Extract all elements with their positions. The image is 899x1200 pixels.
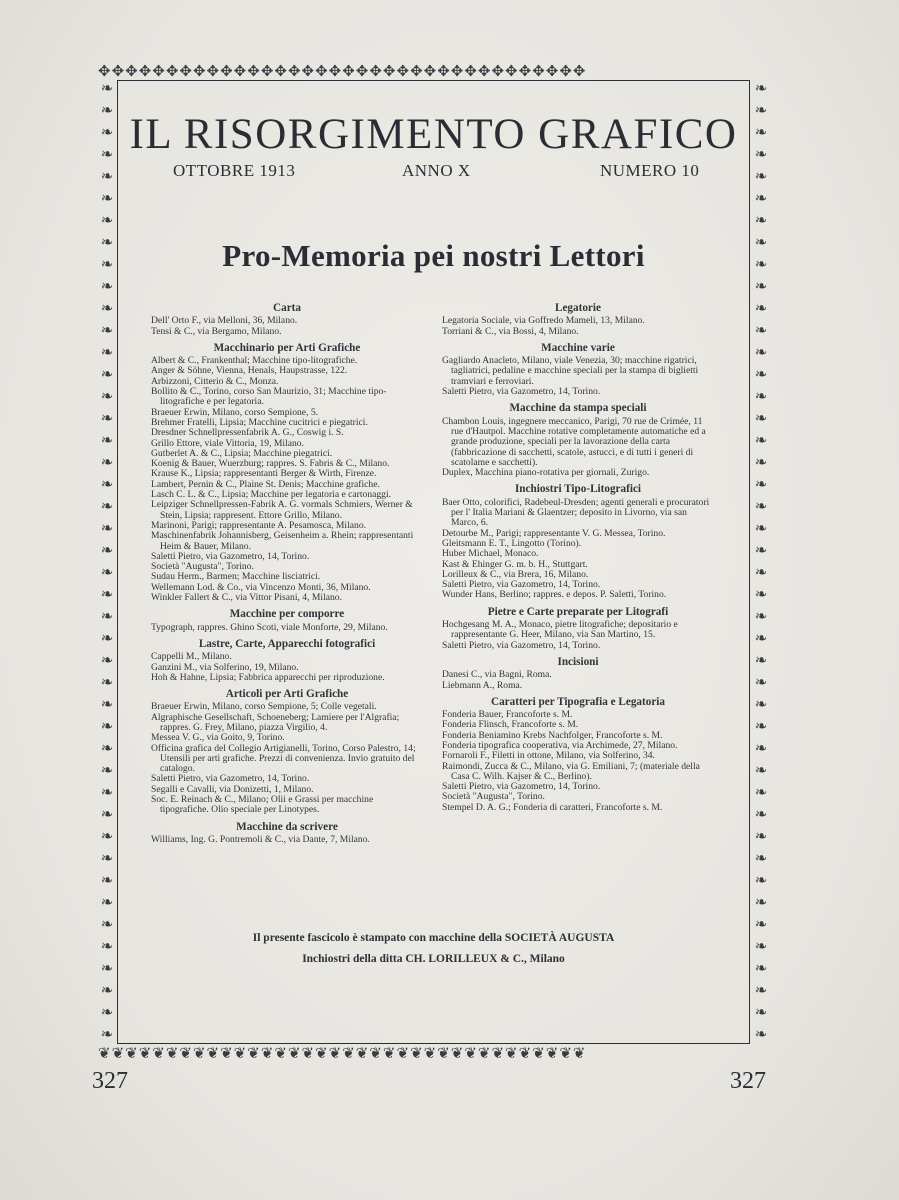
ornamental-border-left: ❧ ❧ ❧ ❧ ❧ ❧ ❧ ❧ ❧ ❧ ❧ ❧ ❧ ❧ ❧ ❧ ❧ ❧ ❧ ❧ ❧ ❧ ❧ ❧ ❧ ❧ ❧ ❧ ❧ ❧ ❧ ❧ ❧ ❧ ❧ ❧ ❧ ❧ ❧ ❧ ❧ ❧ ❧ ❧	[100, 81, 114, 1043]
section-title: Macchine da scrivere	[236, 820, 338, 833]
directory-entry: Sudau Herm., Barmen; Macchine lisciatrici.	[151, 571, 321, 583]
directory-entry: Braeuer Erwin, Milano, corso Sempione, 5.	[151, 406, 319, 418]
directory-entry: Saletti Pietro, via Gazometro, 14, Torino.	[151, 773, 310, 785]
directory-entry: Torriani & C., via Bossi, 4, Milano.	[442, 325, 579, 337]
directory-entry: Raimondi, Zucca & C., Milano, via G. Emiliani, 7; (materiale della Casa C. Wilh. Kajser & C., Berlino).	[442, 760, 700, 782]
directory-entry: Saletti Pietro, via Gazometro, 14, Torino.	[442, 579, 601, 591]
section-title: Legatorie	[555, 302, 601, 314]
section-title: Incisioni	[557, 655, 599, 668]
left-column	[151, 303, 423, 845]
directory-entry: Braeuer Erwin, Milano, corso Sempione, 5; Colle vegetali.	[151, 701, 377, 713]
directory-entry: Lorilleux & C., via Brera, 16, Milano.	[442, 568, 589, 580]
directory-entry: Segalli e Cavalli, via Donizetti, 1, Milano.	[151, 783, 314, 795]
issue-date: OTTOBRE 1913	[173, 161, 296, 180]
directory-entry: Marinoni, Parigi; rappresentante A. Pesamosca, Milano.	[151, 519, 367, 531]
section-title: Macchine varie	[541, 341, 615, 354]
directory-entry: Lasch C. L. & C., Lipsia; Macchine per legatoria e cartonaggi.	[151, 489, 392, 501]
section-title: Macchine per comporre	[229, 608, 345, 621]
directory-entry: Saletti Pietro, via Gazometro, 14, Torino.	[442, 781, 601, 793]
directory-entry: Wellemann Lod. & Co., via Vincenzo Monti, 36, Milano.	[151, 581, 371, 593]
directory-entry: Saletti Pietro, via Gazometro, 14, Torino.	[151, 550, 310, 562]
directory-entry: Dresdner Schnellpressenfabrik A. G., Coswig i. S.	[151, 427, 344, 439]
directory-entry: Società "Augusta", Torino.	[442, 791, 545, 803]
magazine-title: IL RISORGIMENTO GRAFICO	[129, 111, 738, 158]
directory-entry: Gagliardo Anacleto, Milano, viale Venezia, 30; macchine rigatrici, tagliatrici, pedaline e macchine speciali per la stampa di biglietti tramviari e ferroviari.	[442, 355, 699, 387]
footer-line-1: Il presente fascicolo è stampato con macchine della SOCIETÀ AUGUSTA	[252, 932, 615, 944]
directory-entry: Stempel D. A. G.; Fonderia di caratteri, Francoforte s. M.	[442, 801, 663, 813]
ornamental-border-top: ✥✥✥✥✥✥✥✥✥✥✥✥✥✥✥✥✥✥✥✥✥✥✥✥✥✥✥✥✥✥✥✥✥✥✥✥	[98, 64, 587, 80]
directory-entry: Winkler Fallert & C., via Vittor Pisani, 4, Milano.	[151, 592, 342, 604]
page-number-left: 327	[92, 1068, 128, 1094]
directory-entry: Ganzini M., via Solferino, 19, Milano.	[151, 661, 299, 673]
section-title: Articoli per Arti Grafiche	[225, 688, 349, 701]
directory-entry: Fornaroli F., Filetti in ottone, Milano, via Solferino, 34.	[442, 750, 655, 762]
directory-entry: Wunder Hans, Berlino; rappres. e depos. P. Saletti, Torino.	[442, 589, 667, 601]
section-title: Inchiostri Tipo-Litografici	[514, 483, 642, 496]
directory-entry: Albert & C., Frankenthal; Macchine tipo-litografiche.	[151, 355, 358, 367]
directory-entry: Società "Augusta", Torino.	[151, 561, 254, 573]
section-title: Lastre, Carte, Apparecchi fotografici	[198, 637, 376, 650]
directory-entry: Hochgesang M. A., Monaco, pietre litografiche; depositario e rappresentante G. Heer, Milano, via San Martino, 15.	[442, 619, 678, 641]
directory-entry: Algraphische Gesellschaft, Schoeneberg; Lamiere per l'Algrafia; rappres. G. Frey, Milano, piazza Virgilio, 4.	[151, 711, 400, 733]
footer-line-2: Inchiostri della ditta CH. LORILLEUX & C., Milano	[302, 953, 565, 965]
directory-entry: Liebmann A., Roma.	[442, 679, 523, 691]
directory-entry: Leipziger Schnellpressen-Fabrik A. G. vormals Schmiers, Werner & Stein, Lipsia; rappresent. Ettore Grillo, Milano.	[151, 499, 413, 521]
directory-entry: Fonderia tipografica cooperativa, via Archimede, 27, Milano.	[442, 739, 678, 751]
page-number-right: 327	[730, 1068, 766, 1094]
directory-entry: Lambert, Pernin & C., Plaine St. Denis; Macchine grafiche.	[151, 478, 380, 490]
section-title: Macchine da stampa speciali	[509, 402, 647, 415]
ornamental-border-right: ❧ ❧ ❧ ❧ ❧ ❧ ❧ ❧ ❧ ❧ ❧ ❧ ❧ ❧ ❧ ❧ ❧ ❧ ❧ ❧ ❧ ❧ ❧ ❧ ❧ ❧ ❧ ❧ ❧ ❧ ❧ ❧ ❧ ❧ ❧ ❧ ❧ ❧ ❧ ❧ ❧ ❧ ❧ ❧	[754, 81, 768, 1043]
section-title: Caratteri per Tipografia e Legatoria	[491, 695, 665, 708]
directory-entry: Legatoria Sociale, via Goffredo Mameli, 13, Milano.	[442, 315, 645, 327]
directory-entry: Fonderia Beniamino Krebs Nachfolger, Francoforte s. M.	[442, 729, 663, 741]
directory-entry: Dell' Orto F., via Melloni, 36, Milano.	[151, 315, 298, 327]
directory-entry: Hoh & Hahne, Lipsia; Fabbrica apparecchi per riproduzione.	[151, 671, 385, 683]
directory-entry: Arbizzoni, Citterio & C., Monza.	[151, 375, 279, 387]
directory-entry: Gleitsmann E. T., Lingotto (Torino).	[442, 537, 582, 549]
directory-entry: Cappelli M., Milano.	[151, 651, 232, 663]
directory-entry: Brehmer Fratelli, Lipsia; Macchine cucitrici e piegatrici.	[151, 416, 368, 428]
directory-entry: Gutberlet A. & C., Lipsia; Macchine piegatrici.	[151, 447, 333, 459]
section-title: Macchinario per Arti Grafiche	[213, 341, 361, 354]
directory-entry: Officina grafica del Collegio Artigianelli, Torino, Corso Palestro, 14; Utensili per arti grafiche. Prezzi di convenienza. Invio gratuito del catalogo.	[151, 742, 416, 775]
directory-entry: Typograph, rappres. Ghino Scoti, viale Monforte, 29, Milano.	[151, 621, 388, 633]
right-column	[442, 303, 714, 813]
directory-entry: Soc. E. Reinach & C., Milano; Olii e Grassi per macchine tipografiche. Olio speciale per Linotypes.	[151, 794, 374, 816]
directory-entry: Saletti Pietro, via Gazometro, 14, Torino.	[442, 639, 601, 651]
directory-entry: Baer Otto, colorifici, Radebeul-Dresden; agenti generali e procuratori per l' Italia Mariani & Glaentzer; deposito in Livorno, via san Marco, 6.	[442, 496, 710, 529]
directory-entry: Fonderia Flinsch, Francoforte s. M.	[442, 719, 579, 731]
directory-entry: Grillo Ettore, viale Vittoria, 19, Milano.	[151, 437, 304, 449]
directory-entry: Fonderia Bauer, Francoforte s. M.	[442, 709, 573, 721]
directory-entry: Williams, Ing. G. Pontremoli & C., via Dante, 7, Milano.	[151, 833, 370, 845]
directory-entry: Anger & Söhne, Vienna, Henals, Haupstrasse, 122.	[151, 365, 348, 377]
directory-entry: Maschinenfabrik Johannisberg, Geisenheim a. Rhein; rappresentanti Heim & Bauer, Milano.	[151, 530, 414, 552]
section-title: Carta	[273, 302, 301, 314]
directory-entry: Danesi C., via Bagni, Roma.	[442, 669, 552, 681]
directory-entry: Kast & Ehinger G. m. b. H., Stuttgart.	[442, 558, 588, 570]
directory-entry: Bollito & C., Torino, corso San Maurizio, 31; Macchine tipo-litografiche e per legatoria.	[151, 386, 387, 408]
section-title: Pietre e Carte preparate per Litografi	[487, 605, 669, 618]
issue-year: ANNO X	[402, 161, 471, 180]
directory-entry: Duplex, Macchina piano-rotativa per giornali, Zurigo.	[442, 467, 650, 479]
directory-entry: Saletti Pietro, via Gazometro, 14, Torino.	[442, 386, 601, 398]
ornamental-border-bottom: ❦❦❦❦❦❦❦❦❦❦❦❦❦❦❦❦❦❦❦❦❦❦❦❦❦❦❦❦❦❦❦❦❦❦❦❦	[98, 1046, 587, 1062]
page-heading: Pro-Memoria pei nostri Lettori	[222, 238, 645, 273]
directory-entry: Tensi & C., via Bergamo, Milano.	[151, 325, 282, 337]
directory-entry: Messea V. G., via Goito, 9, Torino.	[151, 732, 285, 744]
directory-entry: Detourbe M., Parigi; rappresentante V. G. Messea, Torino.	[442, 527, 666, 539]
directory-entry: Krause K., Lipsia; rappresentanti Berger & Wirth, Firenze.	[151, 468, 377, 480]
directory-entry: Koenig & Bauer, Wuerzburg; rappres. S. Fabris & C., Milano.	[151, 458, 390, 470]
directory-entry: Chambon Louis, ingegnere meccanico, Parigi, 70 rue de Crimée, 11 rue d'Hautpol. Macchine rotative completamente automatiche ed a grande produzione, speciali per la lavorazione della carta (fabbricazione di sacchetti, scatole, astucci, e di tutti i generi di scatolame e sacchetti).	[442, 415, 706, 468]
directory-entry: Huber Michael, Monaco.	[442, 548, 539, 560]
issue-number: NUMERO 10	[600, 161, 700, 180]
